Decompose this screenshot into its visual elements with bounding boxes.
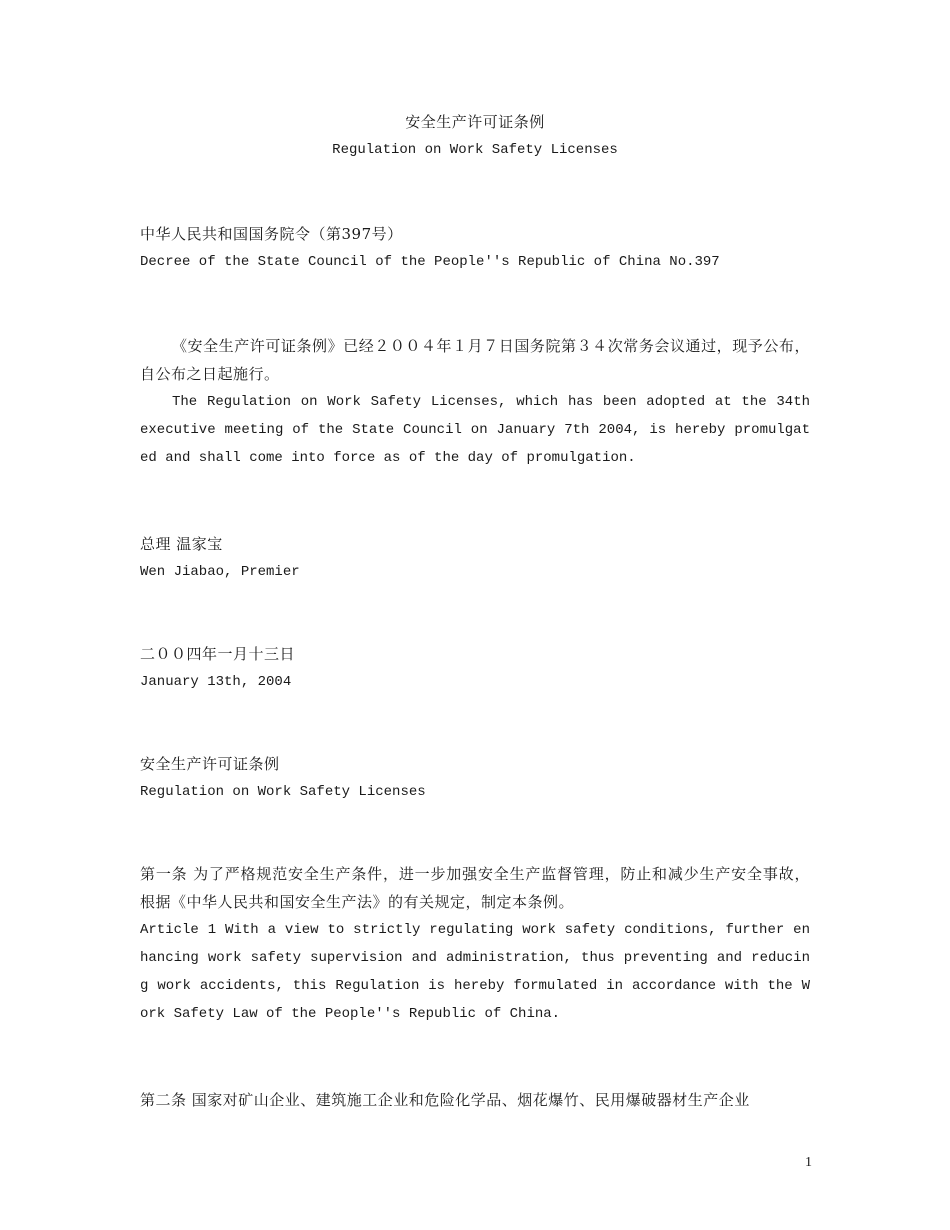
decree-en: Decree of the State Council of the People''s Republic of China No.397 — [140, 254, 720, 270]
date-en: January 13th, 2004 — [140, 674, 292, 690]
page-number: 1 — [805, 1155, 812, 1170]
article-1-zh: 第一条 为了严格规范安全生产条件，进一步加强安全生产监督管理，防止和减少生产安全事故，根据《中华人民共和国安全生产法》的有关规定，制定本条例。 — [140, 865, 810, 911]
title-en: Regulation on Work Safety Licenses — [332, 142, 618, 158]
spacer — [140, 1028, 810, 1086]
signer-en: Wen Jiabao, Premier — [140, 564, 300, 580]
spacer — [140, 276, 810, 332]
spacer — [140, 696, 810, 750]
promulgation-en: The Regulation on Work Safety Licenses, which has been adopted at the 34th executive meeting of the State Council on January 7th 2004, is hereby promulgated and shall come into force as of the day of promulgation. — [140, 394, 810, 466]
spacer — [140, 806, 810, 860]
spacer — [140, 472, 810, 530]
article-1-en: Article 1 With a view to strictly regulating work safety conditions, further enhancing work safety supervision and administration, thus preventing and reducing work accidents, this Regulation is hereby formulated in accordance with the Work Safety Law of the People''s Republic of China. — [140, 922, 810, 1022]
document-body — [140, 108, 810, 1114]
section-title-zh: 安全生产许可证条例 — [140, 755, 280, 773]
decree-zh: 中华人民共和国国务院令（第397号） — [140, 225, 403, 243]
promulgation-zh: 《安全生产许可证条例》已经２００４年１月７日国务院第３４次常务会议通过，现予公布，自公布之日起施行。 — [140, 337, 810, 383]
section-title-en: Regulation on Work Safety Licenses — [140, 784, 426, 800]
signer-zh: 总理 温家宝 — [140, 535, 223, 553]
title-zh: 安全生产许可证条例 — [405, 113, 545, 131]
spacer — [140, 586, 810, 640]
date-zh: 二００四年一月十三日 — [140, 645, 296, 663]
spacer — [140, 164, 810, 220]
article-2-zh: 第二条 国家对矿山企业、建筑施工企业和危险化学品、烟花爆竹、民用爆破器材生产企业 — [140, 1091, 750, 1109]
